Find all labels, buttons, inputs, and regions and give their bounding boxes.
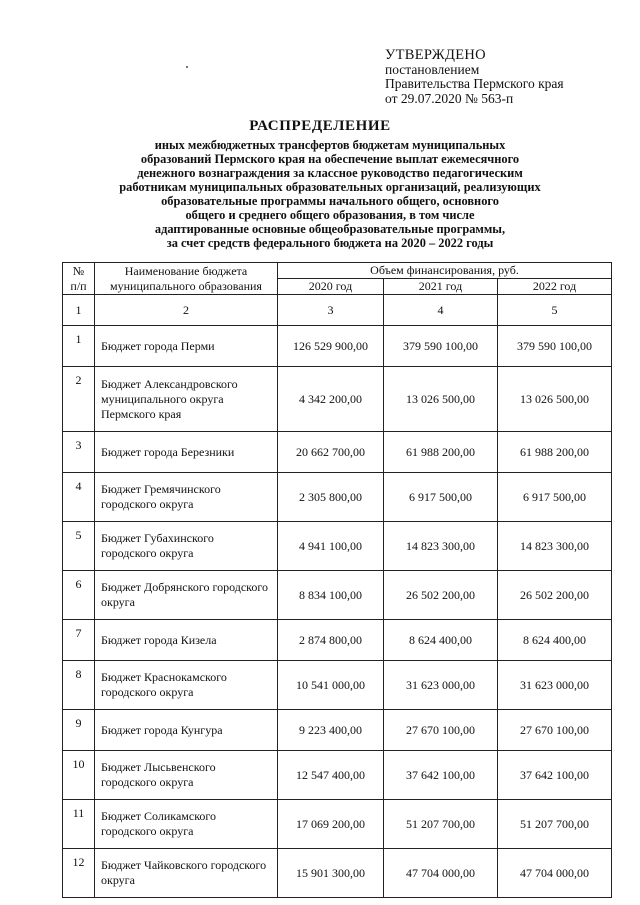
distribution-table	[62, 262, 612, 898]
row-budget-name: Бюджет Соликамского городского округа	[95, 800, 278, 849]
row-number: 6	[63, 571, 95, 620]
row-number: 3	[63, 432, 95, 473]
header-budget-name: Наименование бюджета муниципального образования	[95, 263, 278, 295]
table-row	[63, 367, 612, 432]
row-number: 11	[63, 800, 95, 849]
table-row	[63, 326, 612, 367]
row-number: 8	[63, 661, 95, 710]
row-budget-name: Бюджет города Березники	[95, 432, 278, 473]
approval-stamp: УТВЕРЖДЕНО	[385, 47, 486, 63]
row-budget-name: Бюджет Гремячинского городского округа	[95, 473, 278, 522]
row-amount-2022: 14 823 300,00	[498, 522, 612, 571]
row-amount-2022: 31 623 000,00	[498, 661, 612, 710]
row-amount-2020: 2 874 800,00	[278, 620, 384, 661]
row-amount-2022: 51 207 700,00	[498, 800, 612, 849]
row-amount-2021: 14 823 300,00	[384, 522, 498, 571]
row-budget-name: Бюджет Чайковского городского округа	[95, 849, 278, 898]
row-amount-2020: 4 342 200,00	[278, 367, 384, 432]
header-year-2020: 2020 год	[278, 279, 384, 295]
row-amount-2021: 8 624 400,00	[384, 620, 498, 661]
table-row	[63, 620, 612, 661]
row-amount-2021: 26 502 200,00	[384, 571, 498, 620]
approval-line: Правительства Пермского края	[385, 76, 564, 91]
row-amount-2022: 26 502 200,00	[498, 571, 612, 620]
row-amount-2021: 379 590 100,00	[384, 326, 498, 367]
table-row	[63, 571, 612, 620]
row-number: 1	[63, 326, 95, 367]
subtitle-line: образовательные программы начального общего, основного	[161, 194, 499, 208]
row-budget-name: Бюджет Краснокамского городского округа	[95, 661, 278, 710]
row-amount-2022: 27 670 100,00	[498, 710, 612, 751]
table-header	[63, 263, 612, 326]
subtitle-line: работникам муниципальных образовательных организаций, реализующих	[119, 180, 541, 194]
row-number: 2	[63, 367, 95, 432]
row-budget-name: Бюджет Губахинского городского округа	[95, 522, 278, 571]
table-row	[63, 661, 612, 710]
table-row	[63, 800, 612, 849]
row-amount-2021: 37 642 100,00	[384, 751, 498, 800]
row-amount-2020: 8 834 100,00	[278, 571, 384, 620]
header-year-2022: 2022 год	[498, 279, 612, 295]
table-row	[63, 849, 612, 898]
document-title: РАСПРЕДЕЛЕНИЕ	[249, 118, 391, 134]
row-number: 4	[63, 473, 95, 522]
row-amount-2020: 126 529 900,00	[278, 326, 384, 367]
row-number: 9	[63, 710, 95, 751]
table-row	[63, 710, 612, 751]
row-number: 10	[63, 751, 95, 800]
approval-block	[385, 48, 564, 106]
row-amount-2020: 20 662 700,00	[278, 432, 384, 473]
header-number: № п/п	[63, 263, 95, 295]
column-number: 5	[498, 295, 612, 326]
subtitle-line: общего и среднего общего образования, в том числе	[185, 208, 475, 222]
document-subtitle	[80, 138, 580, 250]
column-number: 3	[278, 295, 384, 326]
row-amount-2021: 27 670 100,00	[384, 710, 498, 751]
column-number: 2	[95, 295, 278, 326]
row-budget-name: Бюджет города Кизела	[95, 620, 278, 661]
row-budget-name: Бюджет Добрянского городского округа	[95, 571, 278, 620]
row-budget-name: Бюджет Александровского муниципального округа Пермского края	[95, 367, 278, 432]
row-amount-2020: 10 541 000,00	[278, 661, 384, 710]
row-amount-2022: 13 026 500,00	[498, 367, 612, 432]
column-numbering-row	[63, 295, 612, 326]
row-budget-name: Бюджет города Перми	[95, 326, 278, 367]
approval-line: от 29.07.2020 № 563-п	[385, 90, 514, 106]
table-row	[63, 522, 612, 571]
subtitle-line: образований Пермского края на обеспечение выплат ежемесячного	[140, 152, 520, 166]
table-row	[63, 751, 612, 800]
subtitle-line: денежного вознаграждения за классное руководство педагогическим	[137, 166, 523, 180]
row-amount-2020: 9 223 400,00	[278, 710, 384, 751]
subtitle-line: за счет средств федерального бюджета на 2020 – 2022 годы	[166, 236, 494, 250]
row-amount-2021: 61 988 200,00	[384, 432, 498, 473]
row-amount-2022: 8 624 400,00	[498, 620, 612, 661]
row-amount-2021: 47 704 000,00	[384, 849, 498, 898]
row-amount-2021: 51 207 700,00	[384, 800, 498, 849]
row-amount-2022: 37 642 100,00	[498, 751, 612, 800]
row-amount-2022: 61 988 200,00	[498, 432, 612, 473]
table-body	[63, 326, 612, 898]
row-number: 7	[63, 620, 95, 661]
row-number: 12	[63, 849, 95, 898]
column-number: 4	[384, 295, 498, 326]
row-amount-2020: 15 901 300,00	[278, 849, 384, 898]
row-amount-2022: 47 704 000,00	[498, 849, 612, 898]
row-amount-2021: 31 623 000,00	[384, 661, 498, 710]
row-budget-name: Бюджет Лысьвенского городского округа	[95, 751, 278, 800]
header-funding: Объем финансирования, руб.	[278, 263, 612, 279]
row-amount-2020: 17 069 200,00	[278, 800, 384, 849]
approval-line: постановлением	[385, 61, 480, 77]
row-amount-2022: 6 917 500,00	[498, 473, 612, 522]
column-number: 1	[63, 295, 95, 326]
row-amount-2020: 12 547 400,00	[278, 751, 384, 800]
subtitle-line: адаптированные основные общеобразовательные программы,	[154, 222, 506, 236]
row-budget-name: Бюджет города Кунгура	[95, 710, 278, 751]
row-amount-2021: 13 026 500,00	[384, 367, 498, 432]
header-year-2021: 2021 год	[384, 279, 498, 295]
subtitle-line: иных межбюджетных трансфертов бюджетам муниципальных	[154, 138, 506, 152]
row-amount-2020: 2 305 800,00	[278, 473, 384, 522]
scan-speck	[186, 66, 188, 68]
row-amount-2021: 6 917 500,00	[384, 473, 498, 522]
table-row	[63, 473, 612, 522]
row-amount-2020: 4 941 100,00	[278, 522, 384, 571]
table-row	[63, 432, 612, 473]
row-amount-2022: 379 590 100,00	[498, 326, 612, 367]
row-number: 5	[63, 522, 95, 571]
